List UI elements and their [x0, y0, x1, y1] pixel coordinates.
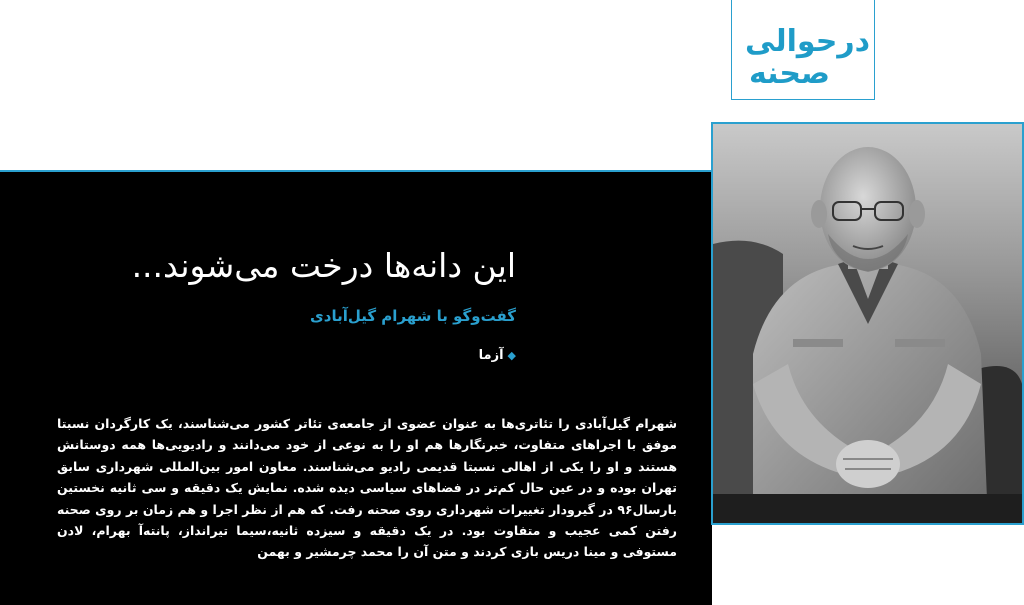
section-logo-line2: صحنه: [748, 56, 830, 91]
section-logo-line1: درحوالی: [745, 24, 870, 59]
article-panel: [0, 170, 712, 605]
portrait-illustration: [713, 124, 1022, 523]
article-body: شهرام گیل‌آبادی را تئاتری‌ها به عنوان عضوی از جامعه‌ی تئاتر کشور می‌شناسند، یک کارگردان نسبتا موفق با اجراهای متفاوت، خبرنگارها هم او را به نوعی از خود می‌دانند و رادیویی‌ها همه دوستانش هستند و او را یکی از اهالی نسبتا قدیمی رادیو می‌شناسند. معاون امور بین‌المللی شهرداری سابق تهران بوده و در عین حال کم‌تر در فضاهای سیاسی دیده شده. نمایش یک دقیقه و سی ثانیه نخستین بارسال۹۶ در گیرودار تغییرات شهرداری روی صحنه رفت. که هم از نظر اجرا و هم زمان بر روی صحنه رفتن کمی عجیب و متفاوت بود. در یک دقیقه و سیزده ثانیه،سیما تیرانداز، پانته‌آ بهرام، لادن مستوفی و مینا دریس بازی کردند و متن آن را محمد چرمشیر و بهمن: [57, 416, 677, 560]
bullet-icon: ◆: [507, 349, 516, 362]
section-logo: [731, 0, 875, 100]
portrait-photo: [711, 122, 1024, 525]
author-name: آزما: [478, 348, 504, 363]
article-subtitle: گفت‌وگو با شهرام گیل‌آبادی: [310, 307, 516, 325]
article-title: این دانه‌ها درخت می‌شوند...: [131, 246, 516, 285]
article-author: [216, 346, 516, 366]
